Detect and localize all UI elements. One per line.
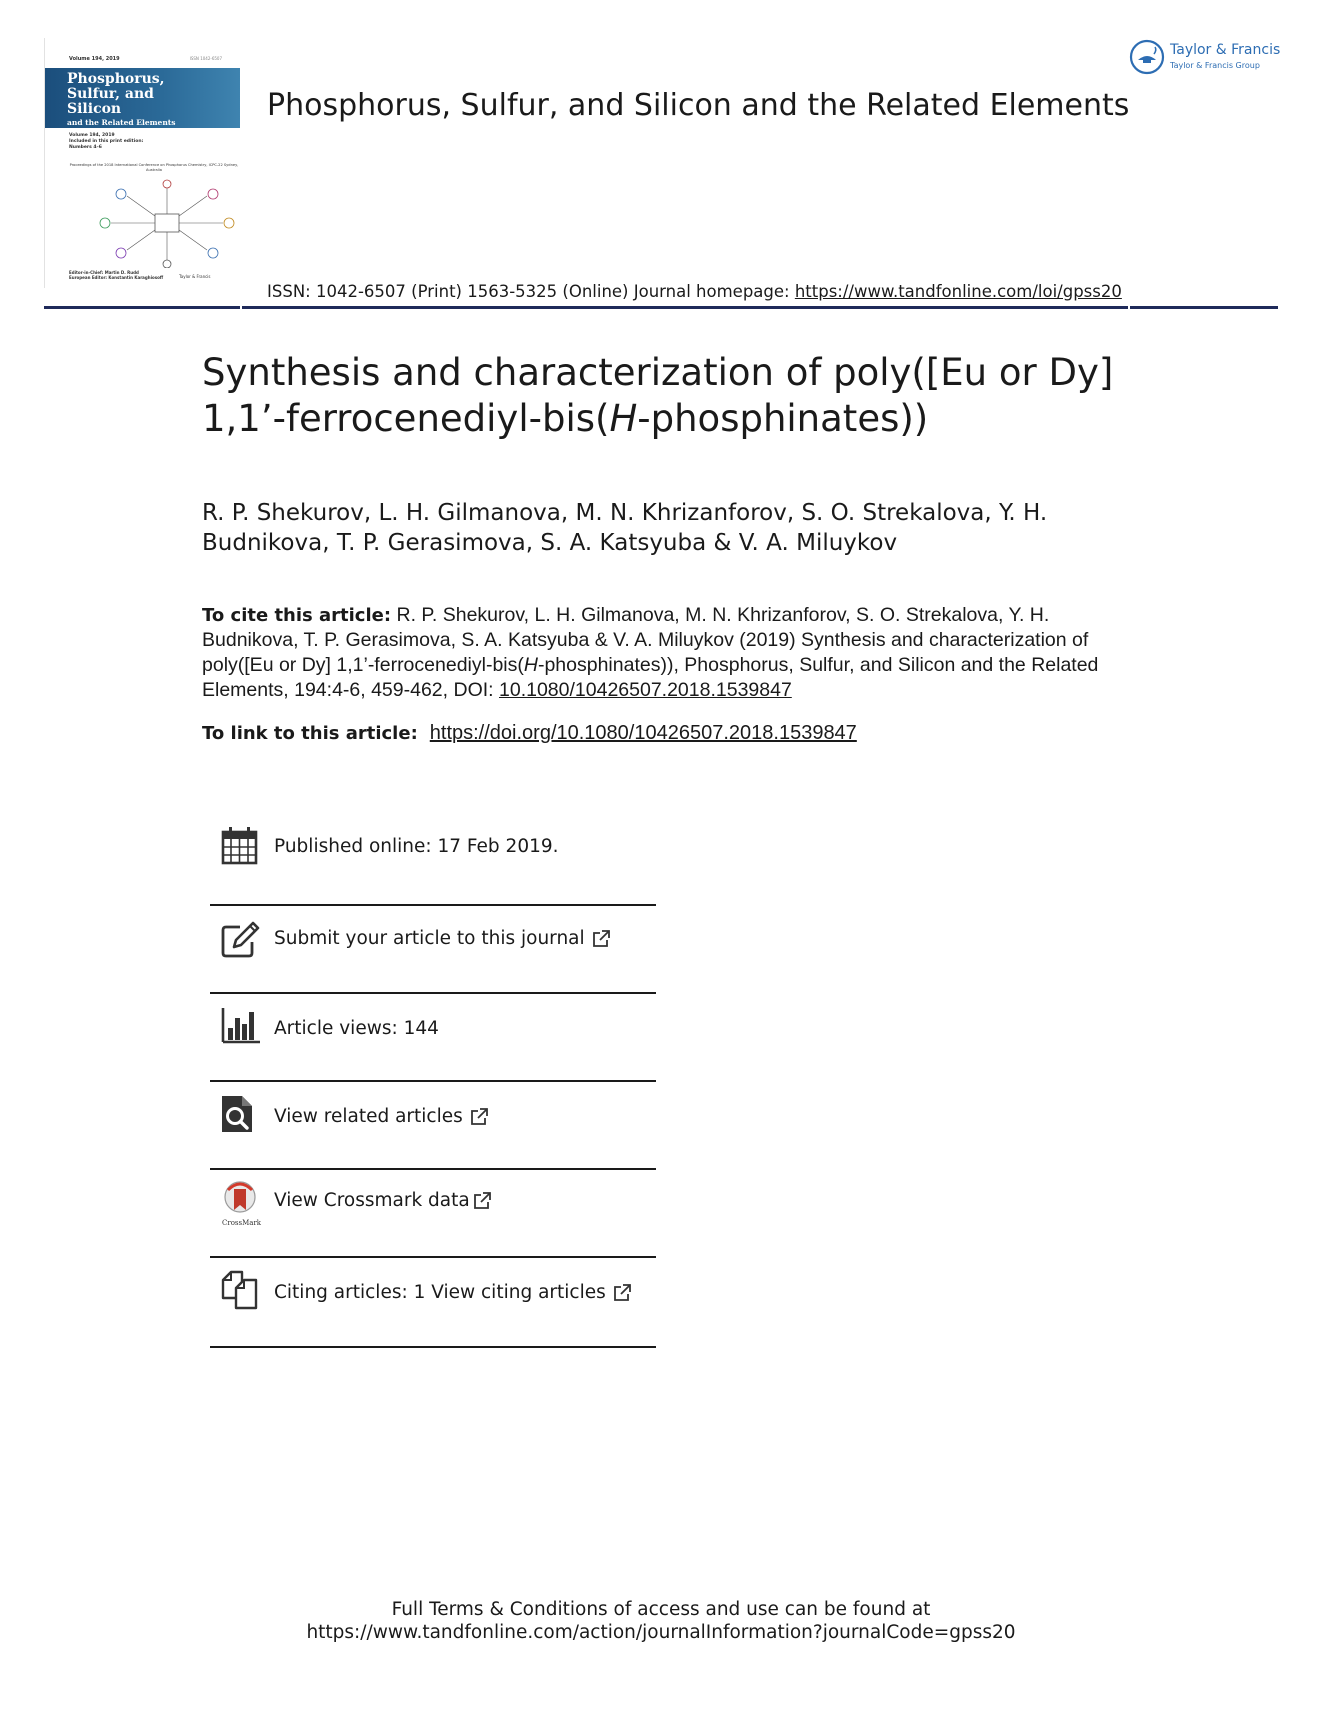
citation-block [202, 603, 1142, 703]
edit-icon [220, 920, 260, 960]
info-divider [210, 1168, 656, 1170]
related-articles-text[interactable] [274, 1106, 489, 1127]
published-online-row [210, 826, 656, 876]
cite-doi-link[interactable]: 10.1080/10426507.2018.1539847 [499, 679, 792, 701]
link-label: To link to this article: [202, 723, 418, 744]
publisher-group: Taylor & Francis Group [1170, 61, 1260, 70]
article-doi-link[interactable]: https://doi.org/10.1080/10426507.2018.1539847 [429, 722, 857, 744]
bar-chart-icon [220, 1006, 260, 1046]
cover-publisher: Taylor & Francis [179, 274, 211, 279]
citing-articles-row[interactable] [210, 1270, 656, 1320]
info-divider [210, 1256, 656, 1258]
article-title-italic: H [609, 397, 638, 440]
related-articles-label: View related articles [274, 1106, 463, 1127]
crossmark-text[interactable] [274, 1190, 492, 1211]
published-online-text: Published online: 17 Feb 2019. [274, 836, 559, 857]
citing-articles-text[interactable] [274, 1282, 632, 1303]
journal-title: Phosphorus, Sulfur, and Silicon and the Related Elements [267, 88, 1130, 123]
publisher-name: Taylor & Francis [1170, 42, 1281, 58]
article-title-line2: 1,1’-ferrocenediyl-bis( [202, 397, 610, 440]
taylor-francis-logo[interactable] [1128, 38, 1288, 78]
taylor-francis-lamp-icon [1128, 38, 1166, 76]
article-views-text: Article views: 144 [274, 1018, 439, 1039]
related-articles-row[interactable] [210, 1094, 656, 1144]
external-link-icon [612, 1283, 632, 1303]
article-title-line2-end: -phosphinates)) [637, 397, 929, 440]
calendar-icon [220, 826, 260, 866]
cite-text-part2: -phosphinates)), Phosphorus, Sulfur, and Silicon and the Related Elements, 194:4-6, 459-462, DOI: [202, 654, 1099, 701]
footer-line1: Full Terms & Conditions of access and use can be found at [391, 1599, 931, 1620]
cite-italic: H [523, 654, 538, 676]
document-search-icon [220, 1094, 260, 1134]
terms-footer [0, 1598, 1322, 1644]
article-views-row [210, 1006, 656, 1056]
external-link-icon [472, 1191, 492, 1211]
cover-issn: ISSN 1042-6507 [189, 56, 222, 61]
copy-documents-icon [220, 1270, 260, 1310]
cover-editors: Editor-in-Chief: Martin D. Rudd European Editor: Konstantin Karaghiosoff [69, 270, 164, 280]
journal-homepage-link[interactable]: https://www.tandfonline.com/loi/gpss20 [794, 282, 1122, 301]
cover-volume-block: Volume 194, 2019 Included in this print edition: Numbers 4–6 [69, 133, 144, 150]
crossmark-label: View Crossmark data [274, 1190, 470, 1211]
article-link-line [202, 722, 857, 745]
cover-volume-line: Volume 194, 2019 [69, 56, 120, 62]
info-divider [210, 1346, 656, 1348]
submit-article-row[interactable] [210, 920, 656, 970]
citing-articles-label: Citing articles: 1 View citing articles [274, 1282, 606, 1303]
cover-proceedings: Proceedings of the 2018 International Conference on Phosphorus Chemistry, ICPC-22 Sydney, Australia [69, 163, 239, 172]
article-title-line1: Synthesis and characterization of poly([Eu or Dy] [202, 351, 1114, 394]
cover-reaction-scheme-graphic [91, 178, 240, 268]
external-link-icon [591, 929, 611, 949]
cover-subtitle: and the Related Elements [67, 118, 176, 127]
cover-title: Phosphorus, Sulfur, and Silicon [67, 71, 165, 117]
cite-label: To cite this article: [202, 605, 392, 626]
journal-cover-thumbnail [44, 38, 240, 288]
submit-article-label: Submit your article to this journal [274, 928, 585, 949]
author-list: R. P. Shekurov, L. H. Gilmanova, M. N. Khrizanforov, S. O. Strekalova, Y. H. Budnikova, T. P. Gerasimova, S. A. Katsyuba & V. A. Miluykov [202, 500, 1048, 556]
cite-text-part1: R. P. Shekurov, L. H. Gilmanova, M. N. Khrizanforov, S. O. Strekalova, Y. H. Budnikova, T. P. Gerasimova, S. A. Katsyuba & V. A. Miluykov (2019) Synthesis and characterization of poly([Eu or Dy] 1,1’-ferrocenediyl-bis( [202, 604, 1089, 676]
crossmark-row[interactable] [210, 1180, 656, 1240]
crossmark-icon [220, 1180, 260, 1220]
header-divider [44, 306, 1278, 309]
external-link-icon [469, 1107, 489, 1127]
info-divider [210, 1080, 656, 1082]
info-divider [210, 992, 656, 994]
article-title [202, 350, 1162, 442]
issn-text: ISSN: 1042-6507 (Print) 1563-5325 (Online) Journal homepage: [267, 282, 795, 301]
submit-article-text[interactable] [274, 928, 611, 949]
crossmark-caption: CrossMark [222, 1219, 262, 1227]
footer-terms-link[interactable]: https://www.tandfonline.com/action/journalInformation?journalCode=gpss20 [306, 1622, 1016, 1643]
info-divider [210, 904, 656, 906]
issn-line [267, 282, 1122, 301]
